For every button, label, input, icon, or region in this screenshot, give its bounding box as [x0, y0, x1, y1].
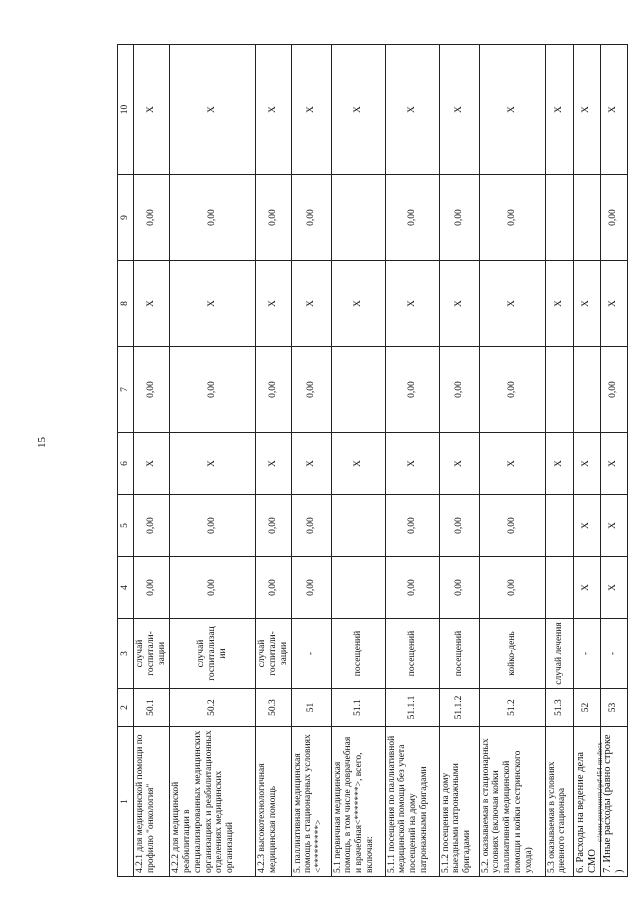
- row-unit: -: [600, 619, 627, 689]
- cell-c7: 0,00: [439, 347, 479, 433]
- cell-c10: X: [169, 45, 255, 175]
- row-unit: койко-день: [479, 619, 545, 689]
- cell-c9: 0,00: [385, 175, 439, 261]
- table-row: [600, 45, 627, 877]
- row-code: 53: [600, 689, 627, 727]
- cell-c6: X: [291, 433, 331, 495]
- cell-c4: 0,00: [479, 557, 545, 619]
- cell-c7: 0,00: [600, 347, 627, 433]
- cell-c8: X: [169, 261, 255, 347]
- row-name: 4.2.2 для медицинской реабилитации в специализированных медицинских организациях и реабилитационных отделениях медицинских организаций: [169, 727, 255, 877]
- cell-c8: X: [385, 261, 439, 347]
- cell-c6: X: [331, 433, 385, 495]
- cell-c9: 0,00: [291, 175, 331, 261]
- file-path: c:\мои документы\pd\454-пп.docx: [596, 742, 604, 842]
- column-header: 2: [118, 689, 134, 727]
- cell-c7: 0,00: [479, 347, 545, 433]
- cell-c6: X: [600, 433, 627, 495]
- cell-c6: X: [479, 433, 545, 495]
- row-code: 51.1: [331, 689, 385, 727]
- cell-c8: X: [291, 261, 331, 347]
- table-row: [331, 45, 385, 877]
- row-code: 52: [573, 689, 600, 727]
- cell-c5: 0,00: [439, 495, 479, 557]
- cell-c9: 0,00: [479, 175, 545, 261]
- table-row: [573, 45, 600, 877]
- row-code: 51: [291, 689, 331, 727]
- cell-c7: 0,00: [255, 347, 291, 433]
- row-unit: -: [291, 619, 331, 689]
- cell-c9: 0,00: [439, 175, 479, 261]
- cell-c8: X: [255, 261, 291, 347]
- row-code: 51.1.1: [385, 689, 439, 727]
- header-row: [118, 45, 134, 877]
- cell-c9: 0,00: [255, 175, 291, 261]
- row-name: 4.2.1 для медицинской помощи по профилю "онкология": [134, 727, 170, 877]
- row-code: 50.2: [169, 689, 255, 727]
- cell-c10: X: [439, 45, 479, 175]
- cell-c5: 0,00: [255, 495, 291, 557]
- row-name: 5.3 оказываемая в условиях дневного стационара: [545, 727, 573, 877]
- cell-c7: 0,00: [385, 347, 439, 433]
- column-header: 9: [118, 175, 134, 261]
- cell-c4: X: [600, 557, 627, 619]
- cell-c5: [331, 495, 385, 557]
- row-name: 4.2.3 высокотехнологичная медицинская помощь: [255, 727, 291, 877]
- cell-c4: 0,00: [439, 557, 479, 619]
- financing-table: [117, 44, 628, 877]
- row-unit: случай госпитализац ии: [169, 619, 255, 689]
- cell-c8: X: [573, 261, 600, 347]
- table-row: [169, 45, 255, 877]
- cell-c6: X: [255, 433, 291, 495]
- cell-c4: X: [573, 557, 600, 619]
- cell-c4: 0,00: [169, 557, 255, 619]
- cell-c6: X: [439, 433, 479, 495]
- table-row: [134, 45, 170, 877]
- cell-c7: 0,00: [134, 347, 170, 433]
- cell-c5: 0,00: [385, 495, 439, 557]
- cell-c9: 0,00: [600, 175, 627, 261]
- cell-c9: [545, 175, 573, 261]
- cell-c9: [331, 175, 385, 261]
- cell-c6: X: [385, 433, 439, 495]
- cell-c4: [331, 557, 385, 619]
- cell-c6: X: [134, 433, 170, 495]
- row-code: 51.3: [545, 689, 573, 727]
- row-unit: случай госпитали-зации: [255, 619, 291, 689]
- table-row: [255, 45, 291, 877]
- cell-c10: X: [331, 45, 385, 175]
- cell-c4: [545, 557, 573, 619]
- row-code: 51.2: [479, 689, 545, 727]
- cell-c8: X: [134, 261, 170, 347]
- column-header: 8: [118, 261, 134, 347]
- cell-c6: X: [169, 433, 255, 495]
- cell-c10: X: [545, 45, 573, 175]
- cell-c10: X: [134, 45, 170, 175]
- cell-c10: X: [479, 45, 545, 175]
- column-header: 3: [118, 619, 134, 689]
- row-unit: посещений: [331, 619, 385, 689]
- cell-c7: [545, 347, 573, 433]
- cell-c5: 0,00: [169, 495, 255, 557]
- row-name: 5. паллиативная медицинская помощь в стационарных условиях <*********>: [291, 727, 331, 877]
- cell-c10: X: [573, 45, 600, 175]
- row-code: 51.1.2: [439, 689, 479, 727]
- table-row: [385, 45, 439, 877]
- cell-c9: 0,00: [134, 175, 170, 261]
- cell-c4: 0,00: [291, 557, 331, 619]
- row-unit: случай лечения: [545, 619, 573, 689]
- table-row: [545, 45, 573, 877]
- cell-c7: 0,00: [291, 347, 331, 433]
- cell-c5: 0,00: [291, 495, 331, 557]
- cell-c7: 0,00: [169, 347, 255, 433]
- cell-c4: 0,00: [134, 557, 170, 619]
- row-code: 50.1: [134, 689, 170, 727]
- row-name: 5.1.1 посещения по паллиативной медицинской помощи без учета посещений на дому патронажными бригадами: [385, 727, 439, 877]
- cell-c10: X: [255, 45, 291, 175]
- table-row: [291, 45, 331, 877]
- cell-c5: 0,00: [134, 495, 170, 557]
- table-row: [479, 45, 545, 877]
- cell-c8: X: [331, 261, 385, 347]
- row-unit: случай госпитали-зации: [134, 619, 170, 689]
- cell-c5: X: [573, 495, 600, 557]
- row-name: 5.1.2 посещения на дому выездными патронажными бригадами: [439, 727, 479, 877]
- cell-c7: [573, 347, 600, 433]
- row-name: 7. Иные расходы (равно строке ): [600, 727, 627, 877]
- column-header: 4: [118, 557, 134, 619]
- column-header: 5: [118, 495, 134, 557]
- cell-c8: X: [545, 261, 573, 347]
- cell-c9: [573, 175, 600, 261]
- column-header: 6: [118, 433, 134, 495]
- cell-c8: X: [439, 261, 479, 347]
- cell-c8: X: [600, 261, 627, 347]
- column-header: 7: [118, 347, 134, 433]
- cell-c8: X: [479, 261, 545, 347]
- row-unit: посещений: [439, 619, 479, 689]
- column-header: 1: [118, 727, 134, 877]
- column-header: 10: [118, 45, 134, 175]
- cell-c5: 0,00: [479, 495, 545, 557]
- cell-c6: X: [545, 433, 573, 495]
- row-name: 6. Расходы на ведение дела СМО: [573, 727, 600, 877]
- cell-c5: [545, 495, 573, 557]
- cell-c5: X: [600, 495, 627, 557]
- table-row: [439, 45, 479, 877]
- row-unit: -: [573, 619, 600, 689]
- cell-c10: X: [385, 45, 439, 175]
- cell-c4: 0,00: [255, 557, 291, 619]
- cell-c6: X: [573, 433, 600, 495]
- cell-c10: X: [600, 45, 627, 175]
- cell-c10: X: [291, 45, 331, 175]
- row-code: 50.3: [255, 689, 291, 727]
- cell-c9: 0,00: [169, 175, 255, 261]
- row-name: 5.2. оказываемая в стационарных условиях (включая койки паллиативной медицинской помощи и койки сестринского ухода): [479, 727, 545, 877]
- cell-c4: 0,00: [385, 557, 439, 619]
- page-number: 15: [36, 437, 48, 448]
- row-unit: посещений: [385, 619, 439, 689]
- row-name: 5.1 первичная медицинская помощь, в том числе доврачебная и врачебная<*******>, всего, включая:: [331, 727, 385, 877]
- cell-c7: [331, 347, 385, 433]
